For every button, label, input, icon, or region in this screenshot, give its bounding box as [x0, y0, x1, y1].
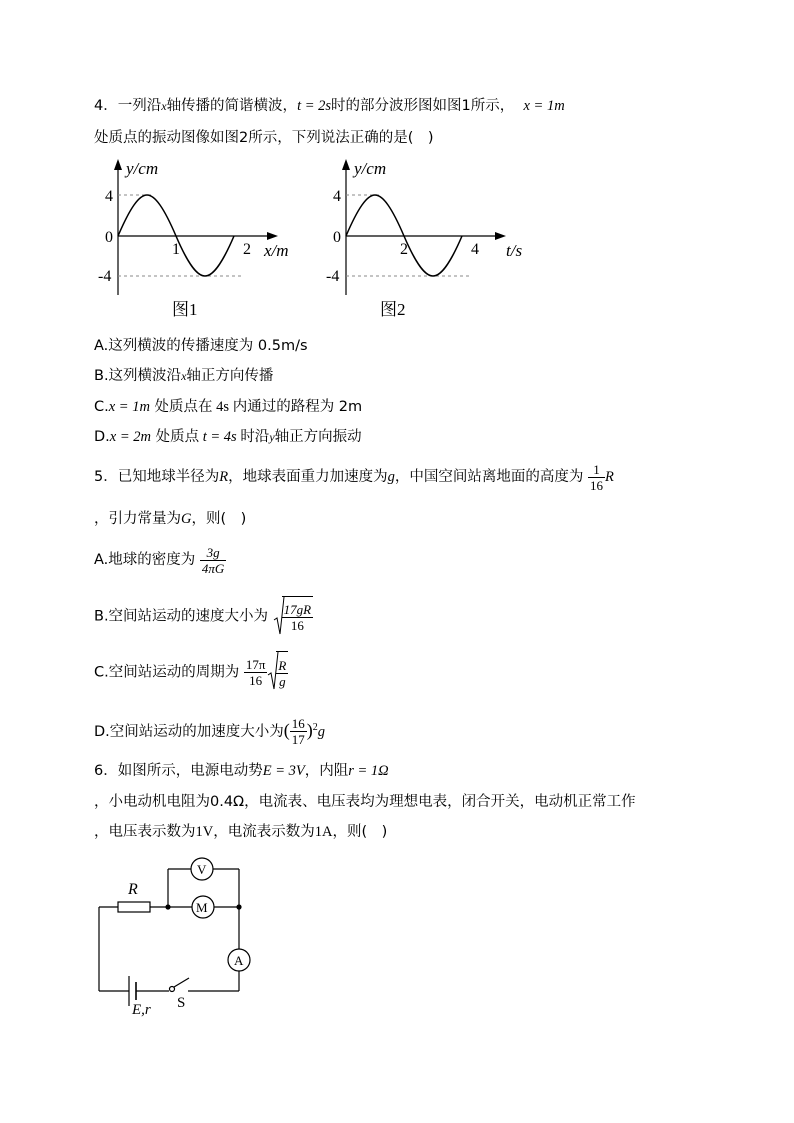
q4-option-b: B.这列横波沿x轴正方向传播	[94, 368, 274, 384]
q4-option-a: A.这列横波的传播速度为 0.5m/s	[94, 338, 308, 354]
q4-option-d: D.x = 2m 处质点 t = 4s 时沿y轴正方向振动	[94, 429, 362, 445]
fig2-tick-y-top: 4	[333, 188, 341, 205]
q4-option-c: C.x = 1m 处质点在 4s 内通过的路程为 2m	[94, 399, 363, 415]
fig2-ylabel: y/cm	[354, 159, 387, 178]
fig2-caption: 图2	[380, 300, 406, 319]
circuit-motor-label: M	[196, 900, 208, 915]
fig2-tick-x-1: 2	[400, 241, 408, 258]
fig2-tick-x-2: 4	[471, 241, 479, 258]
q5-optB-sqrt: $\frac{17gR}{16}$	[273, 596, 313, 637]
fig1-tick-x-2: 2	[243, 241, 251, 258]
q6-stem-line2: ，小电动机电阻为0.4Ω，电流表、电压表均为理想电表，闭合开关，电动机正常工作	[94, 794, 636, 810]
fig1-tick-y-top: 4	[105, 188, 113, 205]
q4-stem-line2: 处质点的振动图像如图2所示，下列说法正确的是( )	[94, 130, 434, 146]
q5-option-d: D.空间站运动的加速度大小为( $\frac{16}{17}$ )$^2$g	[94, 716, 326, 748]
q4-figure-1	[94, 155, 314, 325]
q4-figure-2	[320, 155, 540, 325]
q5-optC-fraction: $\frac{17\pi}{16}$	[245, 657, 266, 688]
q5-optA-fraction: $\frac{3g}{4\pi G}$	[201, 544, 225, 576]
circuit-battery-label: E,r	[132, 1002, 151, 1018]
q5-height-fraction: $\frac{1}{16}$	[589, 461, 603, 493]
q6-stem-line1: 6．如图所示，电源电动势E = 3V，内阻r = 1Ω	[94, 763, 389, 779]
circuit-switch-label: S	[177, 995, 186, 1011]
q5-optD-fraction: $\frac{16}{17}$	[291, 716, 305, 748]
q4-stem-line1: 4．一列沿x轴传播的简谐横波，t = 2s时的部分波形图如图1所示， x = 1m	[94, 98, 565, 114]
circuit-resistor-label: R	[128, 881, 138, 898]
circuit-ammeter-label: A	[234, 953, 244, 968]
fig2-xlabel: t/s	[506, 241, 523, 260]
q6-stem-line3: ，电压表示数为1V，电流表示数为1A，则( )	[94, 824, 388, 840]
circuit-voltmeter-label: V	[197, 862, 207, 877]
fig2-tick-y-zero: 0	[333, 229, 341, 246]
q5-stem-line2: ，引力常量为G，则( )	[94, 511, 247, 527]
fig1-tick-y-zero: 0	[105, 229, 113, 246]
fig2-tick-y-bottom: -4	[326, 268, 340, 285]
q5-option-c: C.空间站运动的周期为 $\frac{17\pi}{16}$ $\frac{R}{g}$	[94, 651, 288, 695]
q5-option-b: B.空间站运动的速度大小为 $\frac{17gR}{16}$	[94, 596, 313, 638]
q5-option-a: A.地球的密度为 $\frac{3g}{4\pi G}$	[94, 544, 225, 576]
fig1-ylabel: y/cm	[126, 159, 159, 178]
fig1-tick-y-bottom: -4	[98, 268, 112, 285]
q5-optC-sqrt: $\frac{R}{g}$	[267, 651, 288, 694]
fig1-xlabel: x/m	[264, 241, 289, 260]
q5-stem-line1: 5．已知地球半径为R，地球表面重力加速度为g，中国空间站离地面的高度为 $\frac{1}{16}$ R	[94, 461, 614, 493]
fig1-tick-x-1: 1	[172, 241, 180, 258]
fig1-caption: 图1	[172, 300, 198, 319]
q6-circuit-diagram	[92, 850, 262, 1020]
